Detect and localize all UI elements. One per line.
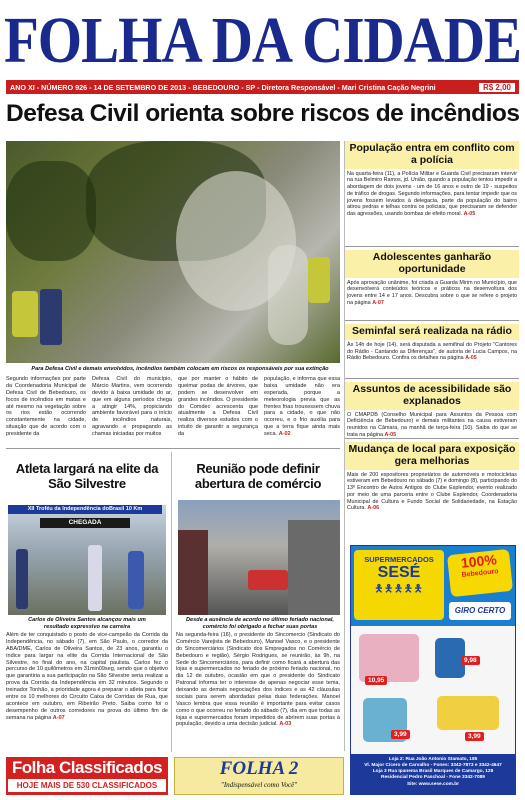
price-badge: R$ 2,00 (479, 83, 515, 92)
edition-info-bar (6, 80, 519, 94)
supermarket-ad[interactable] (350, 545, 516, 795)
folha2-slogan: "Indispensável como Você" (220, 781, 298, 789)
giro-certo-logo: GIRO CERTO (449, 602, 511, 620)
main-headline[interactable]: Defesa Civil orienta sobre riscos de incêndios (6, 100, 520, 127)
ad-100-badge: 100% Bebedouro (447, 549, 513, 597)
sidebar-body: Na quarta-feira (11), a Polícia Militar e Guarda Civil precisaram intervir na rua Belmiro Ramos, jd. União, quando a população tentou impedir a abordagem de dois jovens - um de 16 anos e outro de 19 - suspeitos de tráfico de drogas. Segundo informações, para tentar impedir que os jovens fossem levados à delegacia, parte da população do bairro atirou pedras e telhas contra os policiais, que precisaram se defender das agressões, usando bombas de efeito moral. A-05 (347, 170, 517, 217)
sidebar-title[interactable]: Adolescentes ganharão oportunidade (345, 250, 519, 278)
classificados-banner[interactable] (6, 757, 168, 795)
edition-info: ANO XI - NÚMERO 926 - 14 DE SETEMBRO DE 2013 - BEBEDOURO - SP - Diretora Responsável - Mari Cristina Cação Negrini (10, 82, 436, 92)
page-ref[interactable]: A-05 (463, 211, 476, 217)
divider (345, 320, 519, 321)
page-ref[interactable]: A-03 (279, 721, 292, 728)
meeting-photo-caption: Desde a ausência de acordo no último feriado nacional, comércio foi obrigado a fechar suas portas (186, 617, 334, 630)
race-banner: XII Troféu da Independência doBrasil 10 Km (8, 505, 162, 514)
price-tag: 9,98 (461, 656, 480, 665)
divider (6, 448, 340, 449)
main-story-col-4-text: população, e informa que essa baixa umidade não era esperada, porque a meteorologia previa que as frentes frias trouxessem chuva para a cidade, o que não ocorreu, e o frio auxilia para que a terra fique ainda mais seca. (264, 376, 340, 437)
divider (345, 246, 519, 247)
storefront-photo (178, 500, 340, 615)
athlete-photo-caption: Carlos de Oliveira Santos alcançou mais um resultado expressivo na carreira (28, 617, 146, 630)
page-ref[interactable]: A-05 (465, 355, 477, 362)
main-story-col-3: que por manter o hábito de queimar podas de árvores, que podem se desenvolver em grandes incêndios. O presidente do Comdec acrescenta que atualmente a Defesa Civil realiza diversos estudos com o intuito de garantir a segurança da (178, 376, 258, 437)
sidebar-item-conflict[interactable] (345, 141, 519, 247)
page-ref[interactable]: A-07 (372, 299, 384, 306)
finish-sign: CHEGADA (40, 518, 130, 528)
sidebar-title[interactable]: Seminfal será realizada na rádio (345, 324, 519, 340)
sidebar-body: O CMAPDB (Conselho Municipal para Assuntos da Pessoa com Deficiência de Bebedouro) e demais militantes na causa estiveram reunidos na Câmara, na manhã de terça-feira (10). Saiba do que se trata na página A-05 (347, 411, 517, 438)
price-tag: 3,99 (391, 730, 410, 739)
newspaper-logo: FOLHA DA CIDADE (3, 3, 522, 77)
athlete-body: Além de ter conquistado o posto de vice-campeão da Corrida da Independência, no sábado (7), em São Paulo, o corredor da ABA/DME, Carlos de Oliveira Santos, de 23 anos, garantiu o índice para largar na elite da Corrida Internacional de São Silvestre, no final do ano, na capital paulista. Carlos fez o percurso de 10 quilômetros em 31min09seg, sendo que o objetivo que garantiria a sua participação na São Silvestre seria realizar a prova da Corrida da Independência em 32 minutos. Segundo o treinador Tonhão, a prioridade agora é preparar o atleta para ficar entre os 10 melhores do Circuito Caixa de Corridas de Rua, que acontece em outubro, em Ribeirão Preto. Saiba como foi o desempenho de outros corredores na prova do último fim de semana na página A-07 (6, 632, 168, 721)
sidebar-title[interactable]: Mudança de local para exposição gera melhorias (345, 442, 519, 470)
sidebar-body: Mais de 200 expositores proprietários de automóveis e motocicletas estiveram em Bebedouro no sábado (7) e domingo (8), participando do 13º Encontro de Autos Antigos do Clube Esplendor, evento realizado por meio de uma parceria entre o Clube Esplendor, Coordenadoria Municipal de Cultura e Fundo Social de Solidariedade, na Estação Cultura. A-06 (347, 471, 517, 512)
people-icon: 🯅🯅🯅🯅🯅 (374, 584, 424, 595)
divider (171, 452, 172, 752)
meeting-body: Na segunda-feira (16), o presidente do Sincomercio (Sindicato do Comércio Varejista de Bebedouro), Manoel Vasco, e o presidente do Sincomerciários (Sindicato dos Empregados no Comércio de Bebedouro e região), Sérgio Rodrigues, se reunirão, às 9h, na Sede do Sincomerciários, para definir como ficará a abertura das lojas e supermercados no feriado de próximo feriado nacional, no dia 12 de outubro, ocasião em que o presidente do Sindicato Patronal informa ter o interesse de apenas negociar esse tema, deixando as demais negociações dos índices e as 42 cláusulas sociais para serem abordadas pelas duas federações. Manoel Vasco lembra que essa reunião é importante para evitar casos como o que ocorreu no feriado do sábado (7), dia em que todas as lojas e supermercados foram impedidos de abrirem suas portas à população, devido a uma decisão judicial. A-03 (176, 632, 340, 728)
main-story-col-1: Segundo informações por parte da Coordenadoria Municipal de Defesa Civil de Bebedouro, os focos de incêndios em matas e até mesmo na vegetação sobre os rios estão ocorrendo constantemente na cidade, situação que de acordo com o presidente da (6, 376, 86, 437)
sidebar-title[interactable]: Assuntos de acessibilidade são explanados (345, 382, 519, 410)
page-ref[interactable]: A-07 (52, 714, 65, 721)
page-ref[interactable]: A-06 (367, 505, 380, 512)
classificados-subtitle: HOJE MAIS DE 530 CLASSIFICADOS (8, 779, 166, 792)
sidebar-title[interactable]: População entra em conflito com a polícia (345, 141, 519, 169)
sidebar-item-radio[interactable] (345, 324, 519, 374)
ad-header (351, 546, 515, 626)
main-story-ref[interactable]: A-02 (278, 431, 291, 437)
sidebar-item-expo[interactable] (345, 442, 519, 526)
sidebar-body: Após aprovação unânime, foi criada a Guarda Mirim no Município, que desenvolverá conteúdos teóricos e práticos na desenvoltura dos jovens entre 14 e 17 anos. Descubra sobre o que se refere o projeto na página A-07 (347, 279, 517, 306)
fire-photo (6, 141, 340, 363)
ad-address-footer: Loja 2: Rua João Antonio Stamato, 185 Vl. Major Cícero de Carvalho - Fones: 3342-7873 e 3342-4647 Loja 3 Rua Ipanema Brasil Marques de Camargo, 128 Residencial Pedro Paschoal - Fone 3342-7089 Site: www.sese.com.br (351, 754, 515, 795)
sidebar-item-accessibility[interactable] (345, 382, 519, 444)
page-ref[interactable]: A-05 (384, 431, 397, 438)
main-story-col-4 (264, 376, 340, 444)
divider (345, 438, 519, 439)
divider (344, 141, 345, 751)
folha2-banner[interactable] (174, 757, 344, 795)
sidebar-body: Às 14h de hoje (14), será disputada a semifinal do Projeto "Cantores do Rádio - Cantando as Diferenças", de autoria de Lucia Campos, na Rádio Bebedouro. Confira os detalhes na página A-05 (347, 341, 517, 362)
price-tag: 10,95 (365, 676, 387, 685)
ad-brand-logo: SUPERMERCADOS SESÉ 🯅🯅🯅🯅🯅 (354, 550, 444, 620)
divider (345, 378, 519, 379)
athlete-headline[interactable]: Atleta largará na elite da São Silvestre (15, 461, 159, 491)
product-image (359, 634, 419, 682)
main-story-col-2: Defesa Civil do município, Márcio Martins, vem ocorrendo devido à baixa umidade do ar, que em alguns períodos chega a atingir 14%, propiciando ambiente favorável para o início de incêndios naturais, agravando e propagando as chamas iniciadas por muitos (92, 376, 172, 437)
sidebar-item-youth[interactable] (345, 250, 519, 308)
price-tag: 3,99 (465, 732, 484, 741)
product-image (437, 696, 499, 730)
ad-products (351, 626, 515, 754)
main-photo-caption: Para Defesa Civil e demais envolvidos, incêndios também colocam em riscos os responsáveis por sua extinção (31, 366, 329, 372)
meeting-headline[interactable]: Reunião pode definir abertura de comércio (194, 461, 322, 491)
classificados-title: Folha Classificados (11, 758, 163, 777)
masthead (3, 3, 522, 77)
folha2-title: FOLHA 2 (219, 758, 299, 779)
